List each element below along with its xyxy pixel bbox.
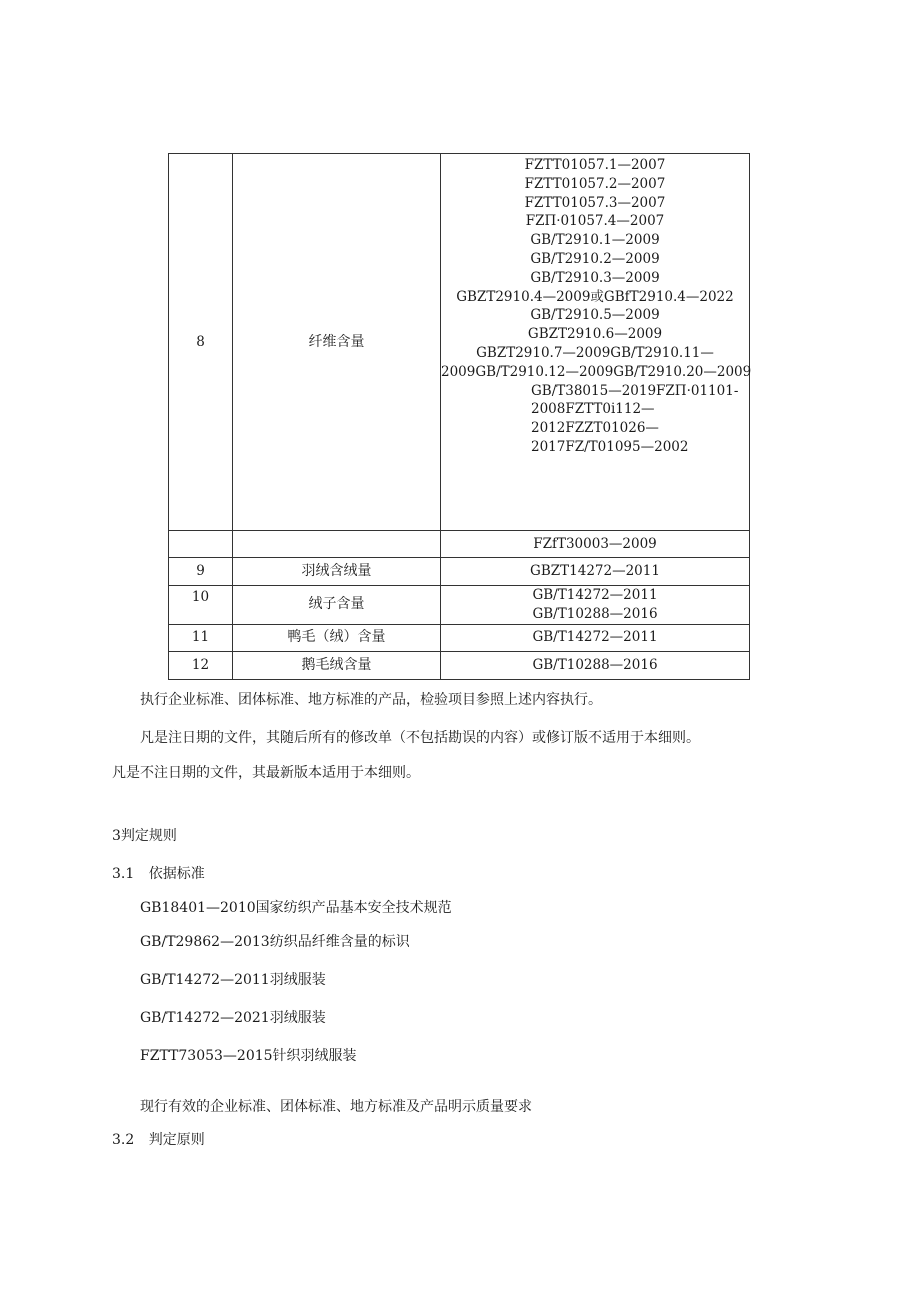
standard-code: GB/T2910.3—2009 xyxy=(530,269,660,286)
standard-code: GB/T10288—2016 xyxy=(532,605,658,622)
standards-cell xyxy=(441,531,750,558)
standard-code: GBZT2910.6—2009 xyxy=(527,326,663,343)
item-name xyxy=(233,531,441,558)
table-row xyxy=(169,624,750,651)
standards-cell xyxy=(441,624,750,651)
standard-code: 2008FZTT0i112— xyxy=(531,401,655,418)
section-number: 3.2 xyxy=(112,1132,135,1148)
standard-code: FZΠ·01057.4—2007 xyxy=(525,213,665,230)
standard-code: GB/T38015—2019FZΠ·01101- xyxy=(531,382,739,399)
reference-standard: GB/T29862—2013纺织品纤维含量的标识 xyxy=(140,934,410,950)
item-name: 鸭毛（绒）含量 xyxy=(233,624,441,651)
standard-code: GB/T10288—2016 xyxy=(532,656,658,673)
table-row xyxy=(169,651,750,679)
standard-code: FZTT01057.2—2007 xyxy=(524,175,666,192)
section-title: 依据标准 xyxy=(148,866,205,882)
standard-code: GBZT2910.4—2009或GBfT2910.4—2022 xyxy=(456,288,734,305)
table-row xyxy=(169,154,750,531)
paragraph-execution-note: 执行企业标准、团体标准、地方标准的产品，检验项目参照上述内容执行。 xyxy=(140,692,602,708)
section-number: 3.1 xyxy=(112,866,135,882)
item-name: 羽绒含绒量 xyxy=(233,558,441,586)
standard-code: 2017FZ/T01095—2002 xyxy=(531,438,689,455)
reference-standard: GB/T14272—2021羽绒服装 xyxy=(140,1010,326,1026)
row-number: 10 xyxy=(169,586,233,625)
standard-code: GB/T14272—2011 xyxy=(532,629,658,646)
row-number: 8 xyxy=(169,154,233,531)
standard-code: GB/T2910.2—2009 xyxy=(530,250,660,267)
section-heading-3: 3判定规则 xyxy=(112,828,177,844)
table-row xyxy=(169,531,750,558)
reference-standard: FZTT73053—2015针织羽绒服装 xyxy=(140,1048,357,1064)
standard-code: GBZT2910.7—2009GB/T2910.11— xyxy=(476,344,714,361)
standard-code: GB/T14272—2011 xyxy=(532,587,658,603)
standards-cell xyxy=(441,558,750,586)
item-name: 鹅毛绒含量 xyxy=(233,651,441,679)
section-heading-3-1 xyxy=(112,864,205,884)
standards-table xyxy=(168,153,750,680)
standard-code: 2012FZZT01026— xyxy=(531,420,659,437)
row-number: 9 xyxy=(169,558,233,586)
reference-standard: GB18401—2010国家纺织产品基本安全技术规范 xyxy=(140,900,452,916)
row-number: 11 xyxy=(169,624,233,651)
standards-cell xyxy=(441,651,750,679)
standard-code: GB/T2910.1—2009 xyxy=(530,232,660,249)
reference-standard: GB/T14272—2011羽绒服装 xyxy=(140,972,326,988)
standards-cell xyxy=(441,586,750,625)
row-number: 12 xyxy=(169,651,233,679)
paragraph-dated-docs: 凡是注日期的文件，其随后所有的修改单（不包括勘误的内容）或修订版不适用于本细则。 xyxy=(140,730,700,746)
table-row xyxy=(169,558,750,586)
standards-cell xyxy=(441,154,750,531)
standard-code: FZTT01057.1—2007 xyxy=(524,157,666,173)
item-name: 纤维含量 xyxy=(233,154,441,531)
table-row xyxy=(169,586,750,625)
standard-code: 2009GB/T2910.12—2009GB/T2910.20—2009 xyxy=(441,363,752,380)
standards-list-centered xyxy=(441,156,752,382)
standards-list-left xyxy=(441,382,749,457)
standard-code: GB/T2910.5—2009 xyxy=(530,307,660,324)
section-heading-3-2 xyxy=(112,1130,205,1150)
standard-code: GBZT14272—2011 xyxy=(530,563,660,580)
section-title: 判定原则 xyxy=(148,1132,205,1148)
row-number xyxy=(169,531,233,558)
standard-code: FZTT01057.3—2007 xyxy=(524,194,666,211)
paragraph-undated-docs: 凡是不注日期的文件，其最新版本适用于本细则。 xyxy=(112,765,420,781)
item-name: 绒子含量 xyxy=(233,586,441,625)
standard-code: FZfT30003—2009 xyxy=(533,535,657,552)
paragraph-current-standards: 现行有效的企业标准、团体标准、地方标准及产品明示质量要求 xyxy=(140,1099,532,1115)
